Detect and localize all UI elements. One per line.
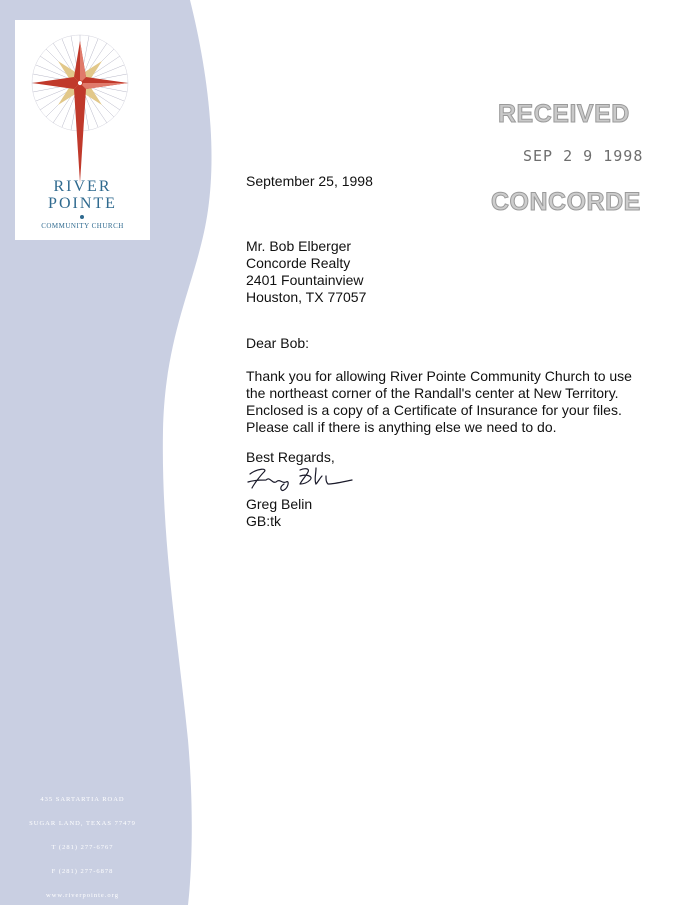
letter-date: September 25, 1998 (246, 173, 373, 189)
letter-body-line: Please call if there is anything else we need to do. (246, 419, 557, 435)
recipient-company: Concorde Realty (246, 255, 351, 271)
letter-body-line: Enclosed is a copy of a Certificate of Insurance for your files. (246, 402, 622, 418)
letter-body-line: Thank you for allowing River Pointe Community Church to use (246, 368, 632, 384)
church-name-line2: POINTE (48, 195, 117, 212)
recipient-city: Houston, TX 77057 (246, 289, 367, 305)
church-city-state: SUGAR LAND, TEXAS 77479 (29, 820, 136, 827)
signature-icon (244, 462, 364, 494)
church-subtitle: COMMUNITY CHURCH (41, 222, 124, 230)
typist-initials: GB:tk (246, 513, 282, 529)
letter-closing: Best Regards, (246, 449, 335, 465)
church-street-address: 435 SARTARTIA ROAD (40, 796, 125, 803)
received-stamp-date: SEP 2 9 1998 (523, 147, 644, 165)
church-website: www.riverpointe.org (46, 892, 119, 899)
recipient-street: 2401 Fountainview (246, 272, 364, 288)
signer-name: Greg Belin (246, 496, 313, 512)
church-fax: F (281) 277-6878 (51, 868, 114, 875)
letter-body-line: the northeast corner of the Randall's center at New Territory. (246, 385, 619, 401)
received-stamp-company: CONCORDE (491, 188, 641, 216)
church-telephone: T (281) 277-6767 (51, 844, 114, 851)
logo-dot (80, 215, 84, 219)
church-name-line1: RIVER (53, 178, 112, 195)
recipient-name: Mr. Bob Elberger (246, 238, 352, 254)
received-stamp: RECEIVED (498, 100, 630, 128)
letter-salutation: Dear Bob: (246, 335, 310, 351)
